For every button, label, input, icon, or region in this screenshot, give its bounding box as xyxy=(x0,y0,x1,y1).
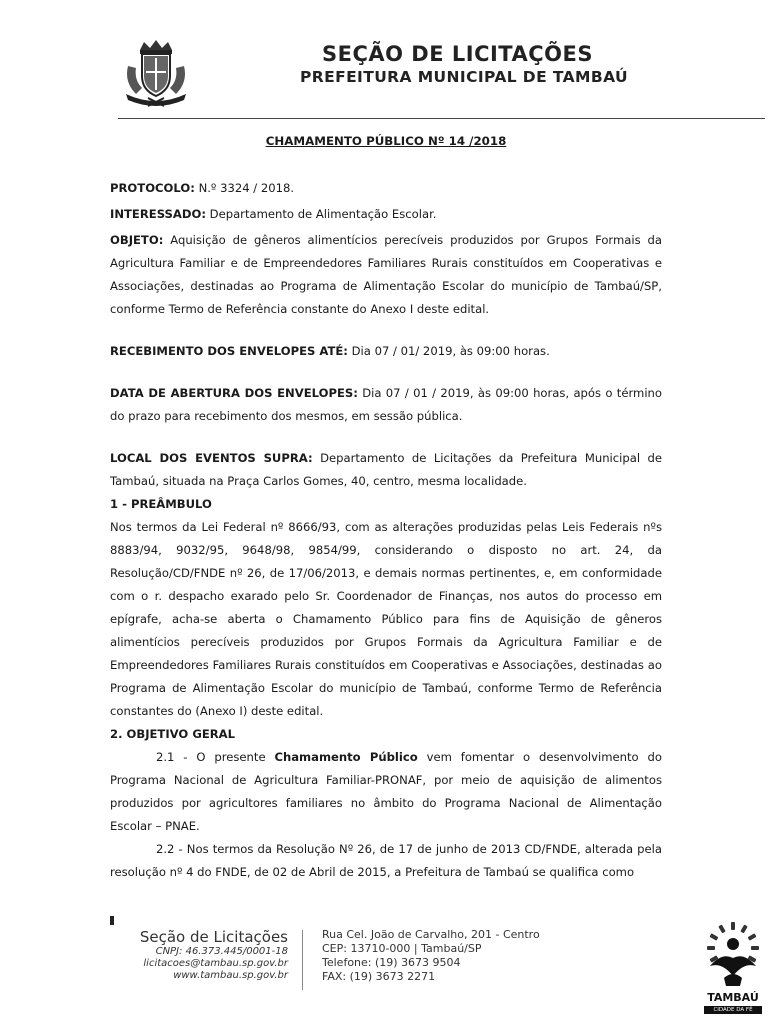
footer-phone: Telefone: (19) 3673 9504 xyxy=(322,956,461,969)
abertura-label: DATA DE ABERTURA DOS ENVELOPES: xyxy=(110,386,358,400)
cut-text-fragment xyxy=(110,916,114,925)
objetivo-2-1-bold: Chamamento Público xyxy=(274,750,418,764)
objetivo-2-1-post: vem fomentar o desenvolvimento do Programa Nacional de Agricultura Familiar-PRONAF, por meio de aquisição de alimentos produzidos por agricultores familiares no âmbito do Programa Nacional de Alimentação Escolar – PNAE. xyxy=(110,750,662,833)
footer-address: Rua Cel. João de Carvalho, 201 - Centro xyxy=(322,928,540,941)
protocolo-label: PROTOCOLO: xyxy=(110,181,195,195)
logo-tagline: CIDADE DA FÉ xyxy=(704,1006,762,1014)
footer-left-block xyxy=(120,928,288,982)
objetivo-paragraph-2-2: 2.2 - Nos termos da Resolução Nº 26, de 17 de junho de 2013 CD/FNDE, alterada pela resolução nº 4 do FNDE, de 02 de Abril de 2015, a Prefeitura de Tambaú se qualifica como xyxy=(110,842,662,879)
protocolo-value: N.º 3324 / 2018. xyxy=(198,181,295,195)
municipal-crest-icon xyxy=(118,36,194,108)
footer-department-name: Seção de Licitações xyxy=(139,928,288,946)
local-label: LOCAL DOS EVENTOS SUPRA: xyxy=(110,451,313,465)
abertura-value: Dia 07 / 01 / 2019, às 09:00 horas, após o término do prazo para recebimento dos mesmos, em sessão pública. xyxy=(110,386,662,423)
header-title: SEÇÃO DE LICITAÇÕES xyxy=(322,42,593,66)
protocolo-line xyxy=(110,177,662,200)
objetivo-paragraph-2-1 xyxy=(110,746,662,838)
header-divider xyxy=(118,118,765,119)
footer-contact-block xyxy=(322,928,540,984)
objeto-value: Aquisição de gêneros alimentícios perecíveis produzidos por Grupos Formais da Agricultura Familiar e de Empreendedores Familiares Rurais constituídos em Cooperativas e Associações, destinadas ao Programa de Alimentação Escolar do município de Tambaú/SP, conforme Termo de Referência constante do Anexo I deste edital. xyxy=(110,233,662,316)
sunburst-figure-icon xyxy=(700,918,766,990)
footer-email: licitacoes@tambau.sp.gov.br xyxy=(143,958,288,969)
logo-wordmark: TAMBAÚ xyxy=(707,991,759,1004)
tambau-logo xyxy=(700,918,766,1016)
interessado-value: Departamento de Alimentação Escolar. xyxy=(209,207,437,221)
document-body xyxy=(110,130,662,912)
document-title: CHAMAMENTO PÚBLICO Nº 14 /2018 xyxy=(265,134,507,148)
recebimento-label: RECEBIMENTO DOS ENVELOPES ATÉ: xyxy=(110,344,348,358)
abertura-paragraph xyxy=(110,382,662,428)
page-header xyxy=(0,0,770,125)
footer-cnpj: CNPJ: 46.373.445/0001-18 xyxy=(155,946,288,957)
local-paragraph xyxy=(110,447,662,493)
footer-fax: FAX: (19) 3673 2271 xyxy=(322,970,436,983)
preambulo-title: 1 - PREÂMBULO xyxy=(110,497,212,511)
footer-divider xyxy=(302,930,303,990)
objetivo-2-1-pre: 2.1 - O presente xyxy=(156,750,266,764)
objetivo-title: 2. OBJETIVO GERAL xyxy=(110,727,236,741)
preambulo-text: Nos termos da Lei Federal nº 8666/93, com as alterações produzidas pelas Leis Federais nºs 8883/94, 9032/95, 9648/98, 9854/99, considerando o disposto no art. 24, da Resolução/CD/FNDE nº 26, de 17/06/2013, e demais normas pertinentes, e, em conformidade com o r. despacho exarado pelo Sr. Coordenador de Finanças, nos autos do processo em epígrafe, acha-se aberta o Chamamento Público para fins de Aquisição de gêneros alimentícios perecíveis produzidos por Grupos Formais da Agricultura Familiar e de Empreendedores Familiares Rurais constituídos em Cooperativas e Associações, destinadas ao Programa de Alimentação Escolar do município de Tambaú, conforme Termo de Referência constantes do (Anexo I) deste edital. xyxy=(110,520,662,718)
page-footer xyxy=(0,912,770,1024)
footer-website: www.tambau.sp.gov.br xyxy=(173,970,288,981)
recebimento-line xyxy=(110,340,662,363)
objeto-paragraph xyxy=(110,229,662,321)
header-subtitle: PREFEITURA MUNICIPAL DE TAMBAÚ xyxy=(300,68,628,86)
interessado-line xyxy=(110,203,662,226)
objeto-label: OBJETO: xyxy=(110,233,164,247)
footer-cep: CEP: 13710-000 | Tambaú/SP xyxy=(322,942,482,955)
local-value: Departamento de Licitações da Prefeitura Municipal de Tambaú, situada na Praça Carlos Gomes, 40, centro, mesma localidade. xyxy=(110,451,662,488)
interessado-label: INTERESSADO: xyxy=(110,207,206,221)
recebimento-value: Dia 07 / 01/ 2019, às 09:00 horas. xyxy=(351,344,550,358)
